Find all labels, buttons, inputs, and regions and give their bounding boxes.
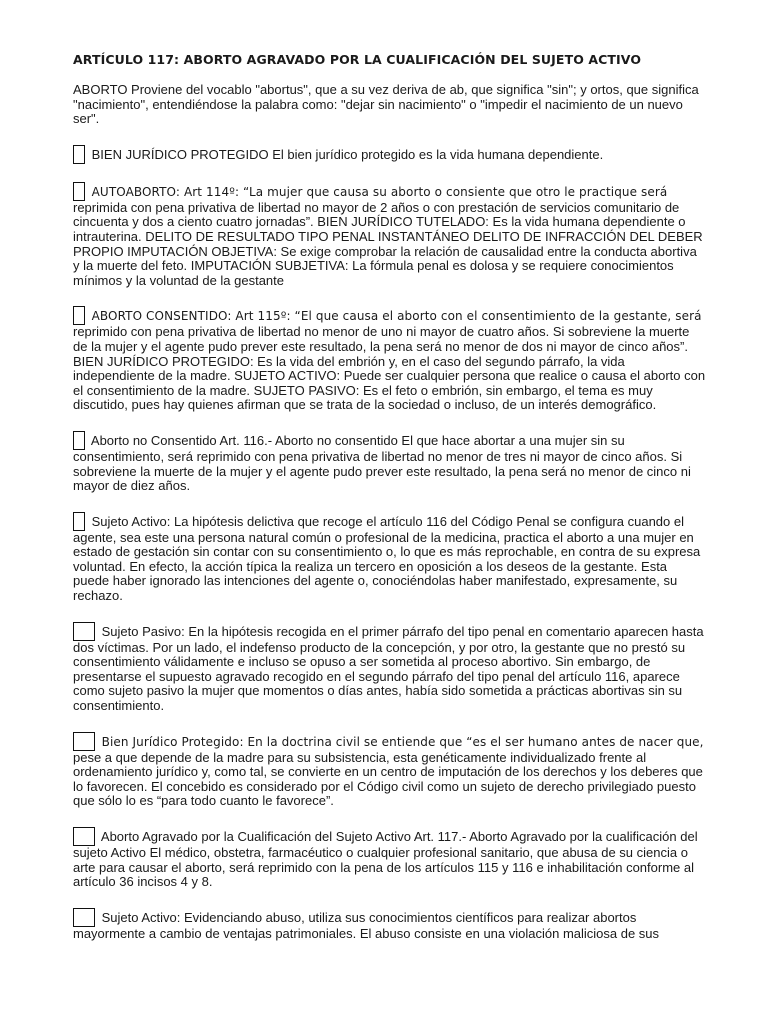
checkbox[interactable] [73, 145, 85, 164]
checkbox[interactable] [73, 306, 85, 325]
paragraph-autoaborto [73, 182, 706, 289]
paragraph-aborto-consentido [73, 306, 706, 413]
checkbox[interactable] [73, 431, 85, 450]
paragraph-bien-juridico-protegido [73, 732, 706, 809]
paragraph-text: Aborto no Consentido Art. 116.- Aborto no consentido El que hace abortar a una mujer sin su consentimiento, será reprimido con pena privativa de libertad no menor de tres ni mayor de cinco años. Si sobreviene la muerte de la mujer y el agente pudo prever este resultado, la pena será no menor de cinco ni mayor de diez años. [73, 432, 691, 494]
paragraph-aborto-no-consentido [73, 431, 706, 494]
paragraph-text: Sujeto Activo: Evidenciando abuso, utiliza sus conocimientos científicos para realizar abortos mayormente a cambio de ventajas patrimoniales. El abuso consiste en una violación maliciosa de sus [73, 909, 660, 941]
paragraph-lead: ABORTO CONSENTIDO: Art 115º: “El que causa el aborto con el consentimiento de la gestante, será [91, 309, 702, 324]
paragraph-sujeto-pasivo [73, 622, 706, 714]
paragraph-text: reprimido con pena privativa de libertad no menor de uno ni mayor de cuatro años. Si sobreviene la muerte de la mujer y el agente pudo prever este resultado, la pena será no menor de dos ni mayor de cinco años”. BIEN JURÍDICO PROTEGIDO: Es la vida del embrión y, en el caso del segundo párrafo, la vida independiente de la madre. SUJETO ACTIVO: Puede ser cualquier persona que realice o causa el aborto con el consentimiento de la madre. SUJETO PASIVO: Es el feto o embrión, sin embargo, el tema es muy discutido, pues hay quienes afirman que se trata de la sociedad o incluso, de un interés demográfico. [73, 324, 706, 413]
checkbox[interactable] [73, 908, 95, 927]
checkbox[interactable] [73, 827, 95, 846]
intro-paragraph: ABORTO Proviene del vocablo "abortus", que a su vez deriva de ab, que significa "sin"; y ortos, que significa "nacimiento", entendiéndose la palabra como: "dejar sin nacimiento" o "impedir el nacimiento de un nuevo ser". [73, 82, 699, 127]
checkbox[interactable] [73, 622, 95, 641]
paragraph-text: Aborto Agravado por la Cualificación del Sujeto Activo Art. 117.- Aborto Agravado por la cualificación del sujeto Activo El médico, obstetra, farmacéutico o cualquier profesional sanitario, que abusa de su ciencia o arte para causar el aborto, será reprimido con la pena de los artículos 115 y 116 e inhabilitación conforme al artículo 36 incisos 4 y 8. [73, 829, 698, 890]
paragraph-lead: AUTOABORTO: Art 114º: “La mujer que causa su aborto o consiente que otro le practique será [91, 184, 668, 199]
paragraph-bien-juridico [73, 145, 706, 164]
paragraph-lead: Bien Jurídico Protegido: En la doctrina civil se entiende que “es el ser humano antes de nacer que, [101, 734, 704, 749]
document-title: ARTÍCULO 117: ABORTO AGRAVADO POR LA CUALIFICACIÓN DEL SUJETO ACTIVO [73, 52, 642, 67]
checkbox[interactable] [73, 732, 95, 751]
checkbox[interactable] [73, 182, 85, 201]
paragraph-text: pese a que depende de la madre para su subsistencia, esta genéticamente individualizado frente al ordenamiento jurídico y, como tal, se convierte en un centro de imputación de los derechos y los deberes que lo favorecen. El concebido es considerado por el Código civil como un sujeto de derecho privilegiado puesto que sólo lo es “para todo cuanto le favorece”. [73, 749, 703, 809]
paragraph-text: Sujeto Activo: La hipótesis delictiva que recoge el artículo 116 del Código Penal se configura cuando el agente, sea este una persona natural común o profesional de la medicina, practica el aborto a una mujer en estado de gestación sin contar con su consentimiento o, lo que es más reprochable, en contra de su expresa voluntad. En efecto, la acción típica la realiza un tercero en oposición a los deseos de la gestante. Esta puede haber ignorado las intenciones del agente o, conociéndolas haber manifestado, expresamente, su rechazo. [73, 513, 701, 604]
checkbox[interactable] [73, 512, 85, 531]
paragraph-aborto-agravado [73, 827, 706, 890]
paragraph-sujeto-activo [73, 512, 706, 604]
paragraph-text: reprimida con pena privativa de libertad no mayor de 2 años o con prestación de servicios comunitario de cincuenta y dos a ciento cuatro jornadas”. BIEN JURÍDICO TUTELADO: Es la vida humana dependiente o intrauterina. DELITO DE RESULTADO TIPO PENAL INSTANTÁNEO DELITO DE INFRACCIÓN DEL DEBER PROPIO IMPUTACIÓN OBJETIVA: Se exige comprobar la relación de causalidad entre la conducta abortiva y la muerte del feto. IMPUTACIÓN SUBJETIVA: La fórmula penal es dolosa y se requiere conocimientos mínimos y la voluntad de la gestante [73, 199, 703, 288]
paragraph-sujeto-activo-cualificado [73, 908, 706, 942]
paragraph-text: Sujeto Pasivo: En la hipótesis recogida en el primer párrafo del tipo penal en comentario aparecen hasta dos víctimas. Por un lado, el indefenso producto de la concepción, y por otro, la gestante que no prestó su consentimiento válidamente e incluso se opuso a ser sometida al proceso abortivo. Sin embargo, de presentarse el supuesto agravado recogido en el segundo párrafo del tipo penal del artículo 116, aparece como sujeto pasivo la mujer que momentos o días antes, había sido sometida a prácticas abortivas sin su consentimiento. [73, 623, 704, 714]
paragraph-text: BIEN JURÍDICO PROTEGIDO El bien jurídico protegido es la vida humana dependiente. [91, 146, 604, 162]
